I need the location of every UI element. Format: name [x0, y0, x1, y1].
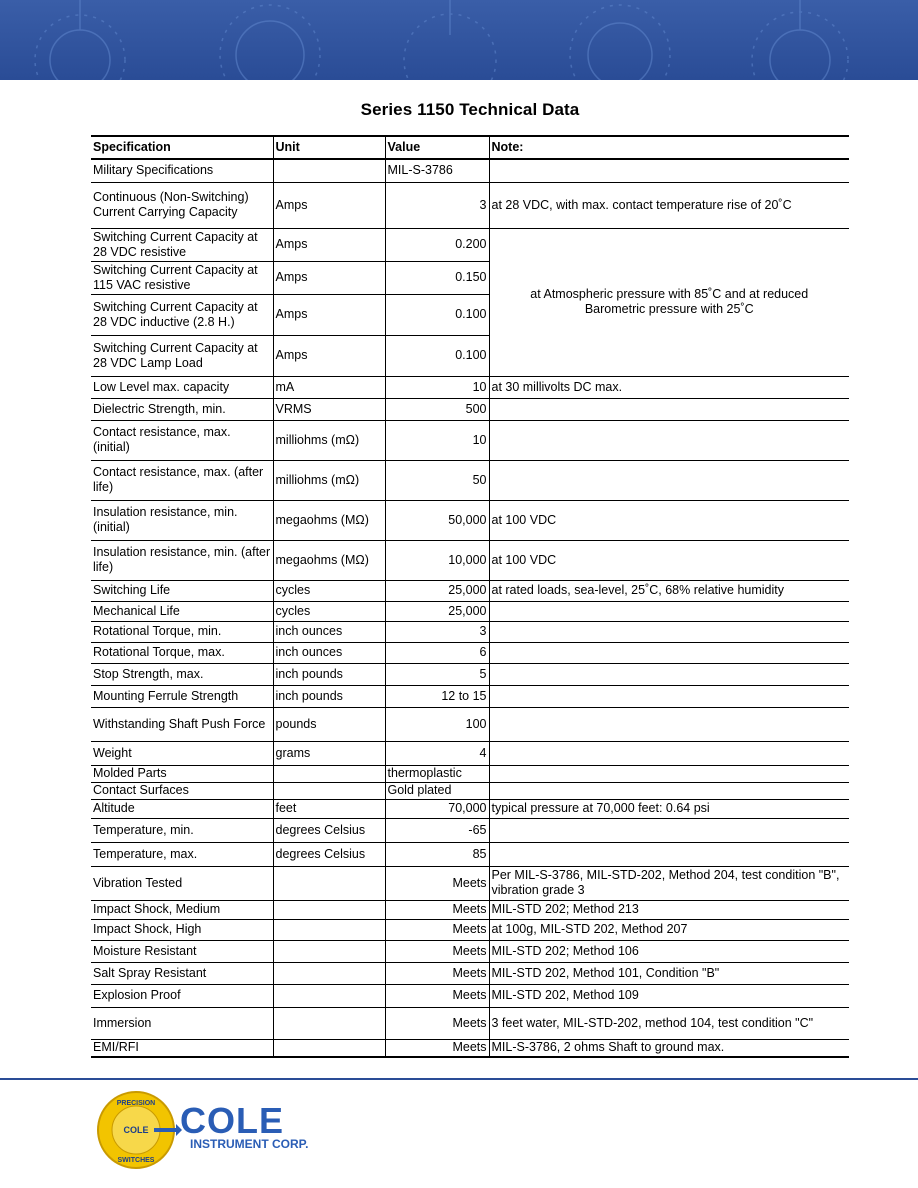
logo-wordmark: COLE [180, 1100, 285, 1141]
cell-value: 3 [385, 621, 489, 642]
table-row [91, 621, 849, 642]
table-row [91, 376, 849, 398]
table-row [91, 741, 849, 765]
table-row [91, 460, 849, 500]
cell-specification: Switching Current Capacity at 115 VAC resistive [91, 261, 273, 294]
cell-unit: degrees Celsius [273, 842, 385, 866]
cell-unit: inch ounces [273, 642, 385, 663]
cell-value: 10,000 [385, 540, 489, 580]
cell-unit: Amps [273, 294, 385, 335]
table-row [91, 799, 849, 818]
cell-specification: Military Specifications [91, 159, 273, 182]
table-row [91, 818, 849, 842]
cell-unit: VRMS [273, 398, 385, 420]
cell-value: 3 [385, 182, 489, 228]
cell-unit [273, 984, 385, 1007]
cell-specification: Contact Surfaces [91, 782, 273, 799]
cell-value: 0.150 [385, 261, 489, 294]
cell-note [489, 420, 849, 460]
cell-value: 500 [385, 398, 489, 420]
cell-specification: Switching Current Capacity at 28 VDC resistive [91, 228, 273, 261]
cell-unit [273, 765, 385, 782]
table-row [91, 842, 849, 866]
cell-specification: Switching Current Capacity at 28 VDC Lamp Load [91, 335, 273, 376]
cell-note: at 30 millivolts DC max. [489, 376, 849, 398]
table-row [91, 707, 849, 741]
cell-unit: mA [273, 376, 385, 398]
cell-specification: Temperature, min. [91, 818, 273, 842]
cell-note: MIL-STD 202, Method 101, Condition "B" [489, 962, 849, 984]
cell-note: Per MIL-S-3786, MIL-STD-202, Method 204, test condition "B", vibration grade 3 [489, 866, 849, 900]
cell-note [489, 642, 849, 663]
table-row [91, 420, 849, 460]
table-row [91, 642, 849, 663]
table-row [91, 1039, 849, 1057]
cell-value: 85 [385, 842, 489, 866]
cell-specification: Rotational Torque, max. [91, 642, 273, 663]
cell-value: 25,000 [385, 580, 489, 601]
cell-unit: Amps [273, 261, 385, 294]
cell-note: MIL-S-3786, 2 ohms Shaft to ground max. [489, 1039, 849, 1057]
cell-note: MIL-STD 202; Method 213 [489, 900, 849, 919]
table-row [91, 663, 849, 685]
cell-specification: Vibration Tested [91, 866, 273, 900]
table-row [91, 1007, 849, 1039]
cell-value: MIL-S-3786 [385, 159, 489, 182]
seal-center-text: COLE [123, 1125, 149, 1135]
cell-note: at 100 VDC [489, 540, 849, 580]
logo-subtitle: INSTRUMENT CORP. [190, 1137, 309, 1151]
cell-value: 100 [385, 707, 489, 741]
cell-specification: Mechanical Life [91, 601, 273, 621]
cell-unit: pounds [273, 707, 385, 741]
cell-value: Meets [385, 940, 489, 962]
table-row [91, 900, 849, 919]
table-row [91, 182, 849, 228]
table-row [91, 866, 849, 900]
cell-note: at 100g, MIL-STD 202, Method 207 [489, 919, 849, 940]
cell-specification: Dielectric Strength, min. [91, 398, 273, 420]
cell-note [489, 707, 849, 741]
cell-unit [273, 1039, 385, 1057]
cell-unit [273, 919, 385, 940]
cell-specification: Moisture Resistant [91, 940, 273, 962]
cell-value: 10 [385, 376, 489, 398]
cell-specification: Insulation resistance, min. (initial) [91, 500, 273, 540]
cell-value: Meets [385, 984, 489, 1007]
cell-specification: Stop Strength, max. [91, 663, 273, 685]
table-row [91, 500, 849, 540]
cell-value: Meets [385, 1039, 489, 1057]
cell-unit: Amps [273, 182, 385, 228]
table-row [91, 765, 849, 782]
table-row [91, 940, 849, 962]
cell-specification: Continuous (Non-Switching) Current Carrying Capacity [91, 182, 273, 228]
cell-specification: Impact Shock, High [91, 919, 273, 940]
cell-value: Meets [385, 900, 489, 919]
cell-specification: Rotational Torque, min. [91, 621, 273, 642]
table-row [91, 540, 849, 580]
cell-specification: Contact resistance, max. (after life) [91, 460, 273, 500]
cell-unit: grams [273, 741, 385, 765]
seal-top-text: PRECISION [116, 1100, 156, 1107]
cell-unit: milliohms (mΩ) [273, 420, 385, 460]
cell-unit: milliohms (mΩ) [273, 460, 385, 500]
cell-value: thermoplastic [385, 765, 489, 782]
cell-specification: Mounting Ferrule Strength [91, 685, 273, 707]
cell-value: 0.200 [385, 228, 489, 261]
cell-unit [273, 782, 385, 799]
cell-specification: Withstanding Shaft Push Force [91, 707, 273, 741]
cell-unit [273, 159, 385, 182]
cell-specification: Salt Spray Resistant [91, 962, 273, 984]
cell-note [489, 842, 849, 866]
cell-value: -65 [385, 818, 489, 842]
cell-specification: Weight [91, 741, 273, 765]
cell-unit: megaohms (MΩ) [273, 540, 385, 580]
cell-value: 4 [385, 741, 489, 765]
cell-value: Meets [385, 1007, 489, 1039]
header-note: Note: [489, 136, 849, 159]
cell-unit [273, 962, 385, 984]
table-row [91, 398, 849, 420]
cell-value: 70,000 [385, 799, 489, 818]
technical-data-table [91, 135, 849, 1058]
table-header-row [91, 136, 849, 159]
table-row [91, 580, 849, 601]
header-unit: Unit [273, 136, 385, 159]
cell-specification: Impact Shock, Medium [91, 900, 273, 919]
cell-note: MIL-STD 202, Method 109 [489, 984, 849, 1007]
seal-bottom-text: SWITCHES [117, 1157, 155, 1164]
table-row [91, 962, 849, 984]
cell-specification: Temperature, max. [91, 842, 273, 866]
table-row [91, 228, 849, 261]
cell-unit: cycles [273, 580, 385, 601]
cell-unit: Amps [273, 228, 385, 261]
cell-note: at rated loads, sea-level, 25˚C, 68% relative humidity [489, 580, 849, 601]
cell-note: 3 feet water, MIL-STD-202, method 104, test condition "C" [489, 1007, 849, 1039]
cell-note [489, 685, 849, 707]
cell-note [489, 741, 849, 765]
cell-specification: Altitude [91, 799, 273, 818]
cell-value: 0.100 [385, 335, 489, 376]
cell-note [489, 765, 849, 782]
cell-unit: Amps [273, 335, 385, 376]
cell-note: at 100 VDC [489, 500, 849, 540]
table-row [91, 984, 849, 1007]
cell-unit: inch pounds [273, 685, 385, 707]
cell-note: MIL-STD 202; Method 106 [489, 940, 849, 962]
cell-specification: Switching Current Capacity at 28 VDC inductive (2.8 H.) [91, 294, 273, 335]
cell-value: 50,000 [385, 500, 489, 540]
footer-divider [0, 1078, 918, 1080]
cell-specification: Switching Life [91, 580, 273, 601]
cell-value: 50 [385, 460, 489, 500]
page-title: Series 1150 Technical Data [360, 100, 580, 119]
cell-value: Meets [385, 866, 489, 900]
table-row [91, 159, 849, 182]
cell-value: Gold plated [385, 782, 489, 799]
header-value: Value [385, 136, 489, 159]
cell-note-merged: at Atmospheric pressure with 85˚C and at reduced Barometric pressure with 25˚C [489, 228, 849, 376]
cell-specification: Contact resistance, max. (initial) [91, 420, 273, 460]
cell-note [489, 601, 849, 621]
table-row [91, 601, 849, 621]
header-specification: Specification [91, 136, 273, 159]
cell-value: 0.100 [385, 294, 489, 335]
cell-specification: Immersion [91, 1007, 273, 1039]
cell-value: 12 to 15 [385, 685, 489, 707]
cell-unit [273, 940, 385, 962]
cell-value: 6 [385, 642, 489, 663]
cell-note [489, 159, 849, 182]
cell-note [489, 398, 849, 420]
cell-unit: inch ounces [273, 621, 385, 642]
cell-unit [273, 866, 385, 900]
header-banner [0, 0, 918, 80]
cell-note: at 28 VDC, with max. contact temperature rise of 20˚C [489, 182, 849, 228]
cell-specification: Explosion Proof [91, 984, 273, 1007]
cell-value: 5 [385, 663, 489, 685]
cell-note [489, 782, 849, 799]
cell-unit [273, 1007, 385, 1039]
cell-specification: Insulation resistance, min. (after life) [91, 540, 273, 580]
cell-specification: EMI/RFI [91, 1039, 273, 1057]
cell-value: 10 [385, 420, 489, 460]
cell-value: 25,000 [385, 601, 489, 621]
banner-pattern [0, 0, 918, 80]
cell-value: Meets [385, 919, 489, 940]
cell-unit: cycles [273, 601, 385, 621]
table-row [91, 919, 849, 940]
cell-note [489, 460, 849, 500]
cell-specification: Molded Parts [91, 765, 273, 782]
cell-specification: Low Level max. capacity [91, 376, 273, 398]
cell-unit [273, 900, 385, 919]
cell-unit: megaohms (MΩ) [273, 500, 385, 540]
cell-unit: inch pounds [273, 663, 385, 685]
cell-unit: feet [273, 799, 385, 818]
table-row [91, 782, 849, 799]
cell-note [489, 621, 849, 642]
cell-unit: degrees Celsius [273, 818, 385, 842]
cell-note: typical pressure at 70,000 feet: 0.64 psi [489, 799, 849, 818]
cell-note [489, 818, 849, 842]
table-row [91, 685, 849, 707]
cell-note [489, 663, 849, 685]
cell-value: Meets [385, 962, 489, 984]
